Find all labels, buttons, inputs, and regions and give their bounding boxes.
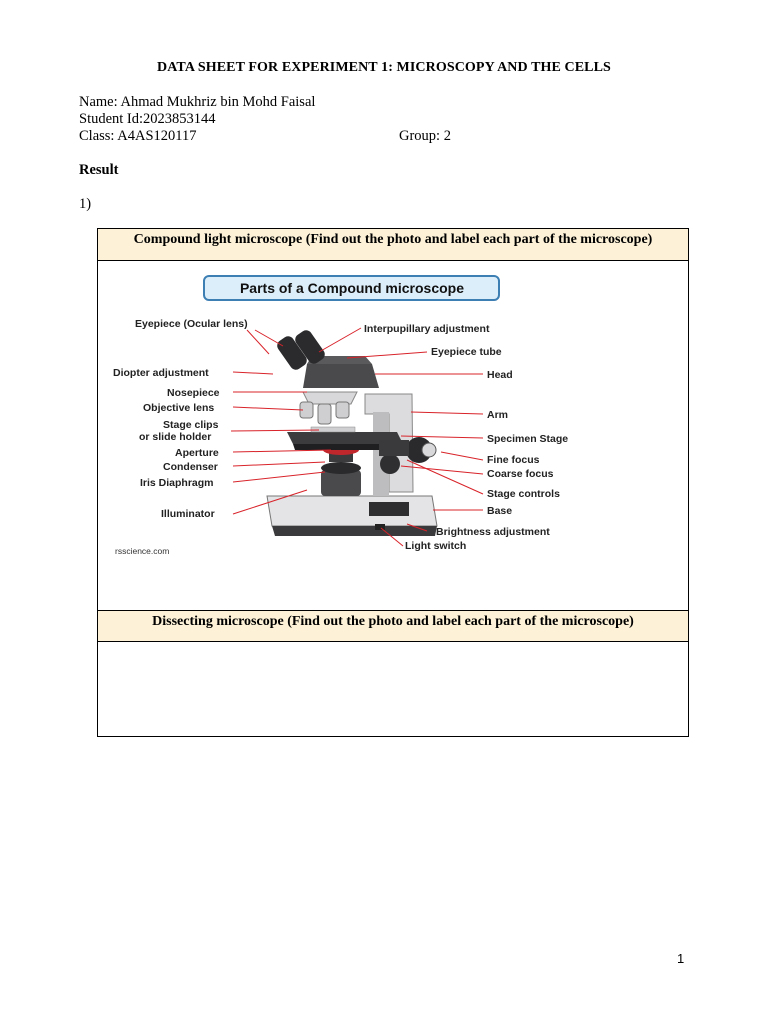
result-heading: Result [79,162,119,178]
label-nosepiece: Nosepiece [167,387,220,399]
student-id: Student Id:2023853144 [79,111,216,127]
diagram-credit: rsscience.com [115,546,170,556]
microscope-illustration [267,328,437,536]
label-eyepiece-tube: Eyepiece tube [431,346,502,358]
group-info: Group: 2 [399,128,451,144]
label-stage-controls: Stage controls [487,488,560,500]
label-light-switch: Light switch [405,540,467,552]
label-coarse-focus: Coarse focus [487,468,554,480]
label-eyepiece: Eyepiece (Ocular lens) [135,318,248,330]
label-objective-lens: Objective lens [143,402,215,414]
dissecting-microscope-cell [97,610,689,737]
label-brightness-adjustment: Brightness adjustment [436,526,550,538]
student-name: Name: Ahmad Mukhriz bin Mohd Faisal [79,94,316,110]
compound-microscope-diagram [107,264,599,566]
diagram-title: Parts of a Compound microscope [239,280,465,296]
compound-microscope-header: Compound light microscope (Find out the photo and label each part of the microscope) [98,229,688,261]
label-condenser: Condenser [163,461,218,473]
label-iris-diaphragm: Iris Diaphragm [140,477,214,489]
class-info: Class: A4AS120117 [79,128,197,144]
document-title: DATA SHEET FOR EXPERIMENT 1: MICROSCOPY AND THE CELLS [157,60,611,75]
page-number: 1 [677,951,685,966]
label-stage-clips: Stage clips [163,419,219,431]
label-head: Head [487,369,513,381]
label-interpupillary-adjustment: Interpupillary adjustment [364,323,490,335]
label-aperture: Aperture [175,447,219,459]
label-arm: Arm [487,409,509,421]
label-slide-holder: or slide holder [139,431,212,443]
dissecting-microscope-header: Dissecting microscope (Find out the photo and label each part of the microscope) [98,611,688,642]
label-fine-focus: Fine focus [487,454,540,466]
label-specimen-stage: Specimen Stage [487,433,569,445]
question-number: 1) [79,196,92,212]
label-base: Base [487,505,513,517]
label-diopter-adjustment: Diopter adjustment [113,367,209,379]
label-illuminator: Illuminator [161,508,215,520]
